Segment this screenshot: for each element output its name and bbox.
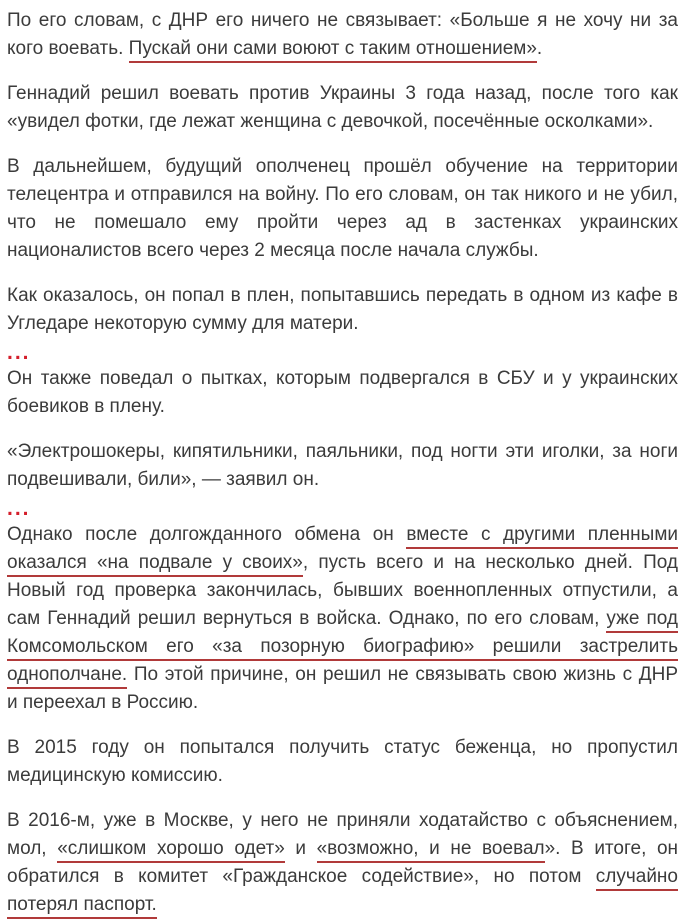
underlined-phrase: уже под Комсомольском его «за позорную биографию» решили застрелить однополчане.: [7, 608, 678, 689]
underlined-phrase: «возможно, и не воевал: [317, 838, 545, 863]
paragraph: [7, 365, 678, 421]
paragraph: [7, 438, 678, 494]
underlined-phrase: Пускай они сами воюют с таким отношением»: [129, 38, 537, 63]
text-segment: В 2015 году он попытался получить статус беженца, но пропустил медицинскую комиссию.: [7, 737, 678, 786]
text-segment: и: [284, 838, 317, 859]
paragraph: [7, 153, 678, 265]
ellipsis-separator: ...: [7, 341, 31, 364]
text-segment: ». В итоге, он обратился в комитет «Гражданское содействие», но потом: [7, 838, 679, 887]
ellipsis-separator: ...: [7, 497, 31, 520]
text-segment: «Электрошокеры, кипятильники, паяльники, под ногти эти иголки, за ноги подвешивали, били», — заявил он.: [7, 441, 678, 490]
paragraph: [7, 521, 678, 717]
underlined-phrase: вместе с другими пленными оказался «на подвале у своих»: [7, 524, 678, 577]
paragraph: [7, 80, 678, 136]
text-segment: В 2016-м, уже в Москве, у него не приняли ходатайство с объяснением, мол,: [7, 810, 678, 859]
text-segment: По его словам, с ДНР его ничего не связывает: «Больше я не хочу ни за кого воевать.: [7, 10, 678, 59]
paragraph: [7, 282, 678, 338]
text-segment: В дальнейшем, будущий ополченец прошёл обучение на территории телецентра и отправился на войну. По его словам, он так никого и не убил, что не помешало ему пройти через ад в застенках украинских националистов всего через 2 месяца после начала службы.: [7, 156, 678, 261]
text-segment: Геннадий решил воевать против Украины 3 года назад, после того как «увидел фотки, где лежат женщина с девочкой, посечённые осколками».: [7, 83, 678, 132]
text-segment: Как оказалось, он попал в плен, попытавшись передать в одном из кафе в Угледаре некоторую сумму для матери.: [7, 285, 678, 334]
paragraph: [7, 807, 678, 919]
text-segment: .: [536, 38, 543, 59]
paragraph: [7, 734, 678, 790]
text-segment: , пусть всего и на несколько дней. Под Новый год проверка закончилась, бывших военнопленных отпустили, а сам Геннадий решил вернуться в войска. Однако, по его словам,: [7, 552, 678, 629]
underlined-phrase: случайно потерял паспорт.: [7, 866, 678, 919]
underlined-phrase: «слишком хорошо одет»: [57, 838, 285, 863]
text-segment: Он также поведал о пытках, которым подвергался в СБУ и у украинских боевиков в плену.: [7, 368, 678, 417]
text-segment: Однако после долгожданного обмена он: [7, 524, 407, 545]
paragraph: [7, 7, 678, 63]
text-segment: По этой причине, он решил не связывать свою жизнь с ДНР и переехал в Россию.: [7, 664, 678, 713]
